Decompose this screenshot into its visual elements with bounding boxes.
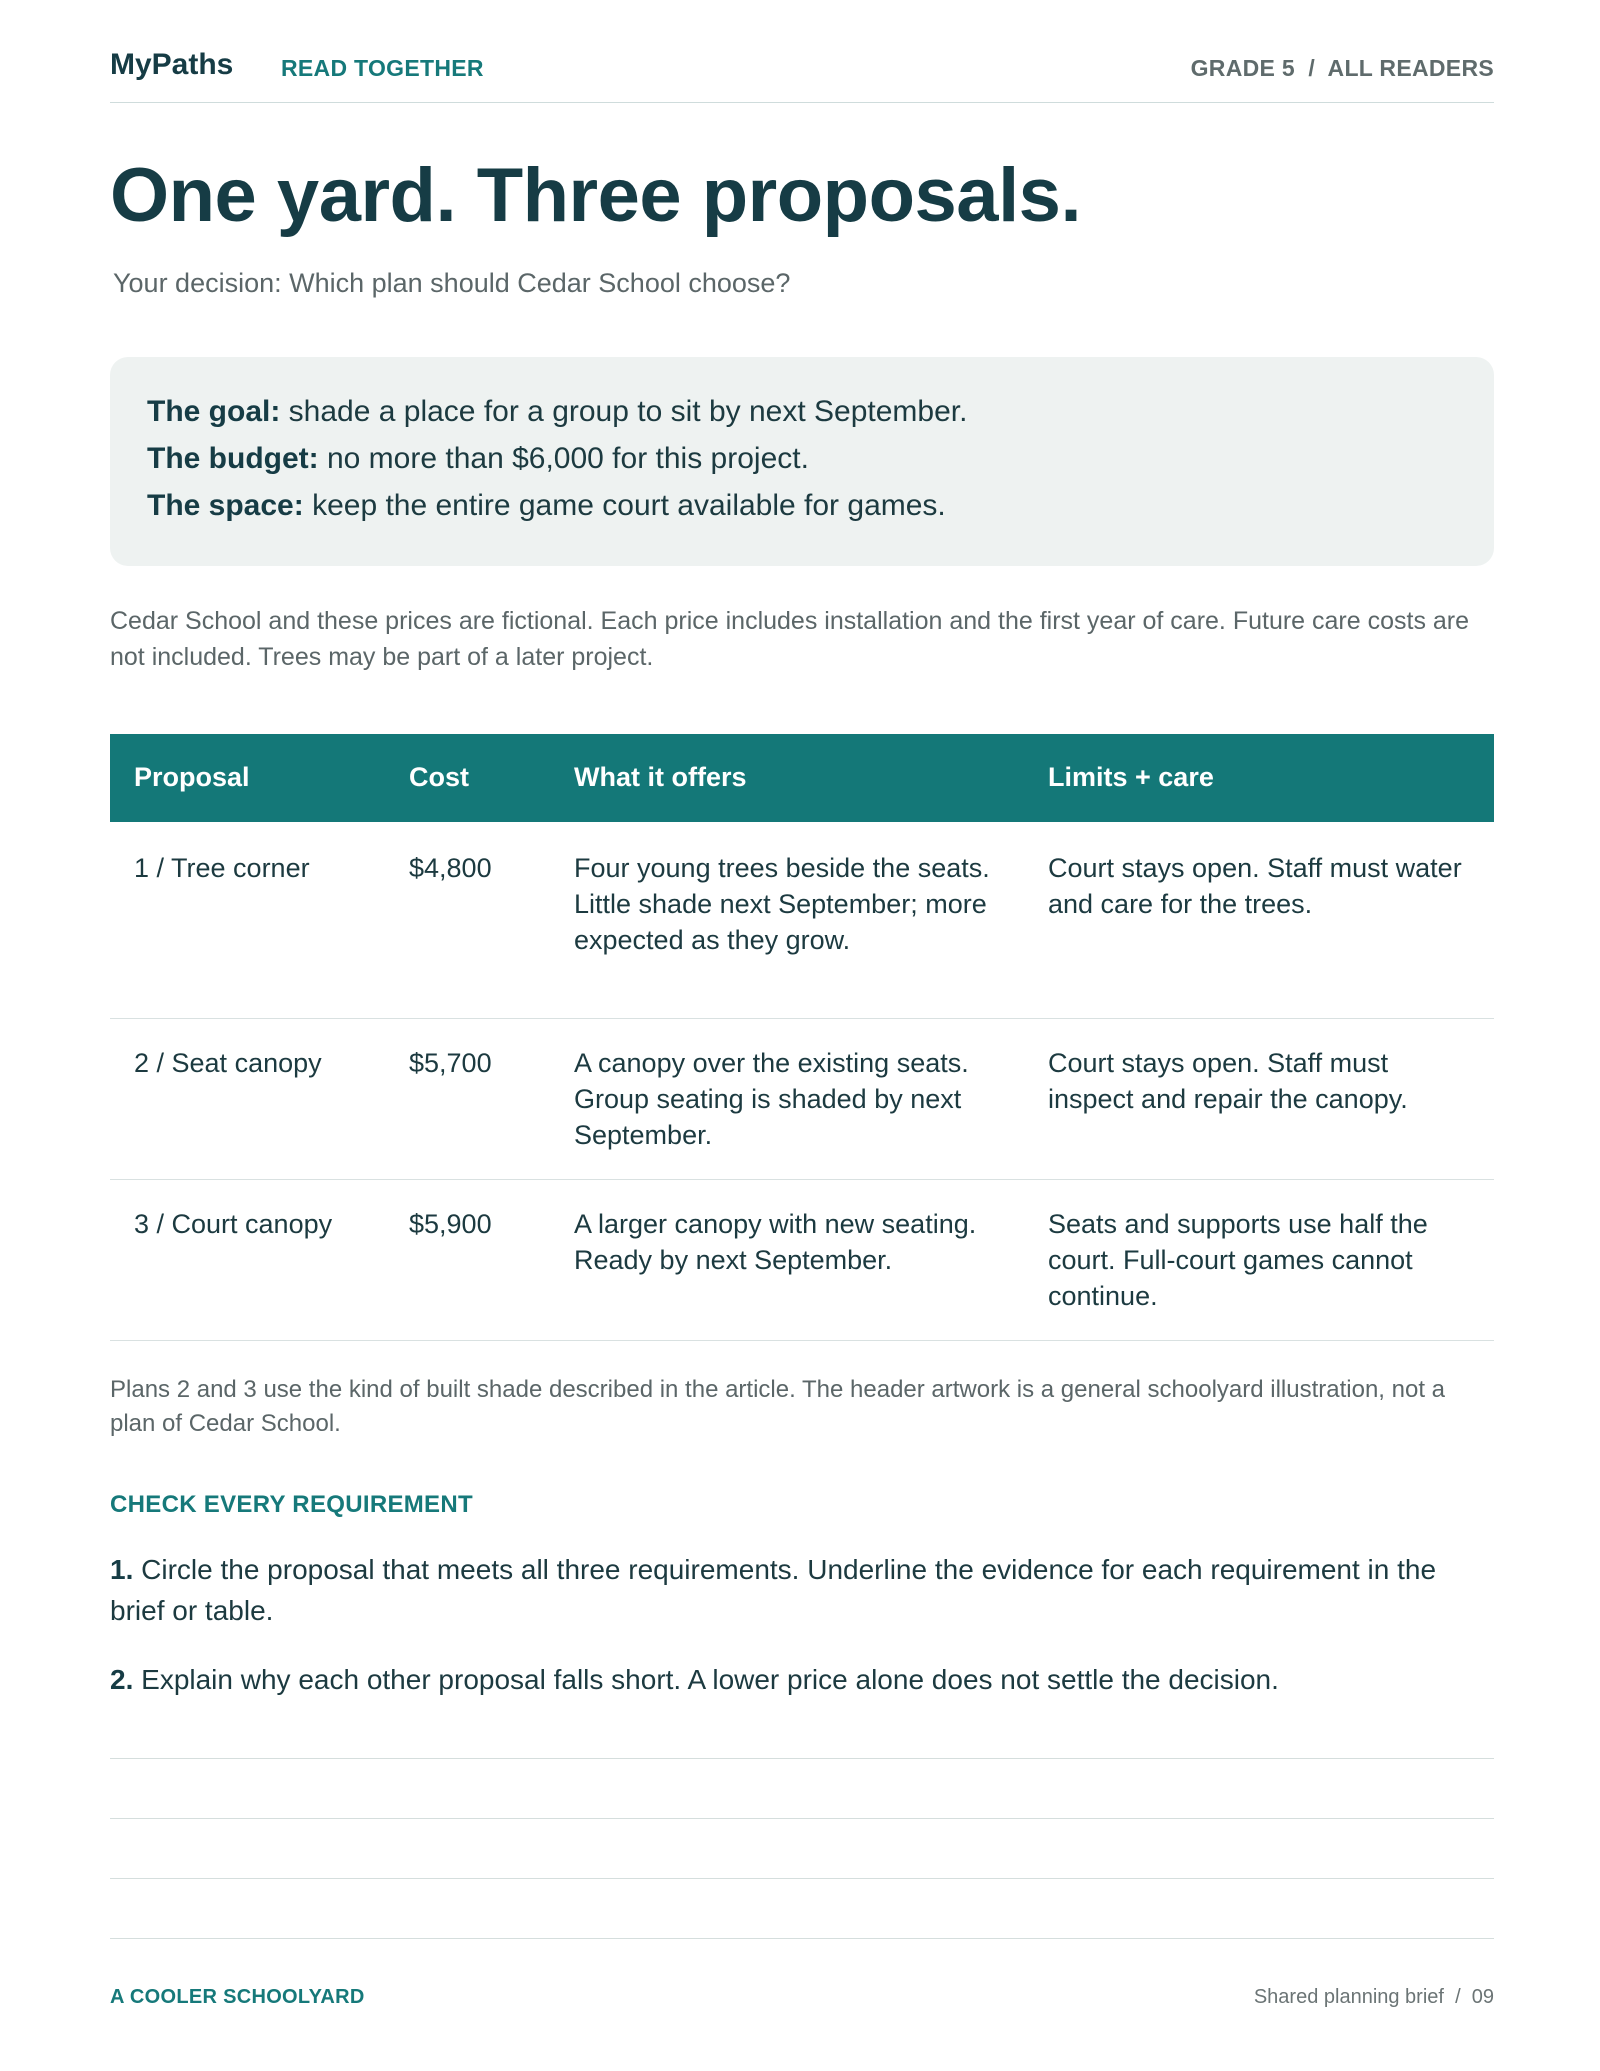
question-1-text: Circle the proposal that meets all three requirements. Underline the evidence for each requirement in the brief or table. — [110, 1554, 1437, 1626]
answer-line[interactable] — [110, 1758, 1494, 1759]
space-label: The space: — [147, 489, 304, 522]
table-caption: Plans 2 and 3 use the kind of built shade described in the article. The header artwork is a general schoolyard illustration, not a plan of Cedar School. — [110, 1376, 1446, 1437]
top-bar — [110, 48, 1494, 103]
check-section-title: CHECK EVERY REQUIREMENT — [110, 1491, 473, 1518]
proposal-limits: Court stays open. Staff must water and care for the trees. — [1048, 853, 1462, 919]
brand-logo: MyPaths — [110, 48, 234, 81]
requirements-box — [110, 357, 1494, 566]
proposal-offers: A larger canopy with new seating. Ready by next September. — [574, 1209, 977, 1275]
question-1 — [110, 1549, 1494, 1631]
question-2 — [110, 1659, 1494, 1700]
proposal-cost: $4,800 — [409, 853, 492, 883]
proposal-name: 1 / Tree corner — [134, 853, 310, 883]
grade-label: GRADE 5 / ALL READERS — [1190, 55, 1494, 81]
section-label: READ TOGETHER — [281, 55, 484, 81]
question-1-number: 1. — [110, 1554, 134, 1585]
proposal-limits: Seats and supports use half the court. Full-court games cannot continue. — [1048, 1209, 1428, 1311]
budget-label: The budget: — [147, 442, 319, 475]
goal-label: The goal: — [147, 395, 281, 428]
question-2-text: Explain why each other proposal falls short. A lower price alone does not settle the decision. — [133, 1664, 1279, 1695]
table-row — [110, 822, 1494, 1019]
space-text: keep the entire game court available for games. — [303, 489, 946, 522]
answer-line[interactable] — [110, 1818, 1494, 1819]
space-requirement — [147, 489, 946, 523]
worksheet-page — [110, 0, 1494, 2071]
table-row — [110, 1019, 1494, 1180]
fiction-note: Cedar School and these prices are fictional. Each price includes installation and the first year of care. Future care costs are not included. Trees may be part of a later project. — [110, 607, 1470, 671]
budget-requirement — [147, 442, 809, 476]
header-offers: What it offers — [574, 762, 747, 792]
footer-page-info: Shared planning brief / 09 — [1253, 1986, 1494, 2008]
question-2-number: 2. — [110, 1664, 134, 1695]
goal-text: shade a place for a group to sit by next September. — [280, 395, 968, 428]
page-title: One yard. Three proposals. — [110, 153, 1082, 238]
footer-series-title: A COOLER SCHOOLYARD — [110, 1986, 365, 2008]
header-cost: Cost — [409, 762, 469, 792]
budget-text: no more than $6,000 for this project. — [318, 442, 809, 475]
proposal-name: 2 / Seat canopy — [134, 1048, 322, 1078]
proposal-limits: Court stays open. Staff must inspect and repair the canopy. — [1048, 1048, 1408, 1114]
proposal-offers: Four young trees beside the seats. Little shade next September; more expected as they grow. — [574, 853, 990, 955]
proposal-cost: $5,700 — [409, 1048, 492, 1078]
proposals-table — [110, 734, 1494, 1341]
header-limits: Limits + care — [1048, 762, 1214, 792]
header-proposal: Proposal — [134, 762, 250, 792]
goal-requirement — [147, 395, 967, 429]
proposal-offers: A canopy over the existing seats. Group seating is shaded by next September. — [574, 1048, 969, 1150]
proposal-cost: $5,900 — [409, 1209, 492, 1239]
page-subtitle: Your decision: Which plan should Cedar School choose? — [113, 268, 791, 298]
answer-line[interactable] — [110, 1878, 1494, 1879]
table-row — [110, 1180, 1494, 1341]
proposal-name: 3 / Court canopy — [134, 1209, 333, 1239]
table-header-row — [110, 734, 1494, 822]
footer-divider — [110, 1938, 1494, 1939]
